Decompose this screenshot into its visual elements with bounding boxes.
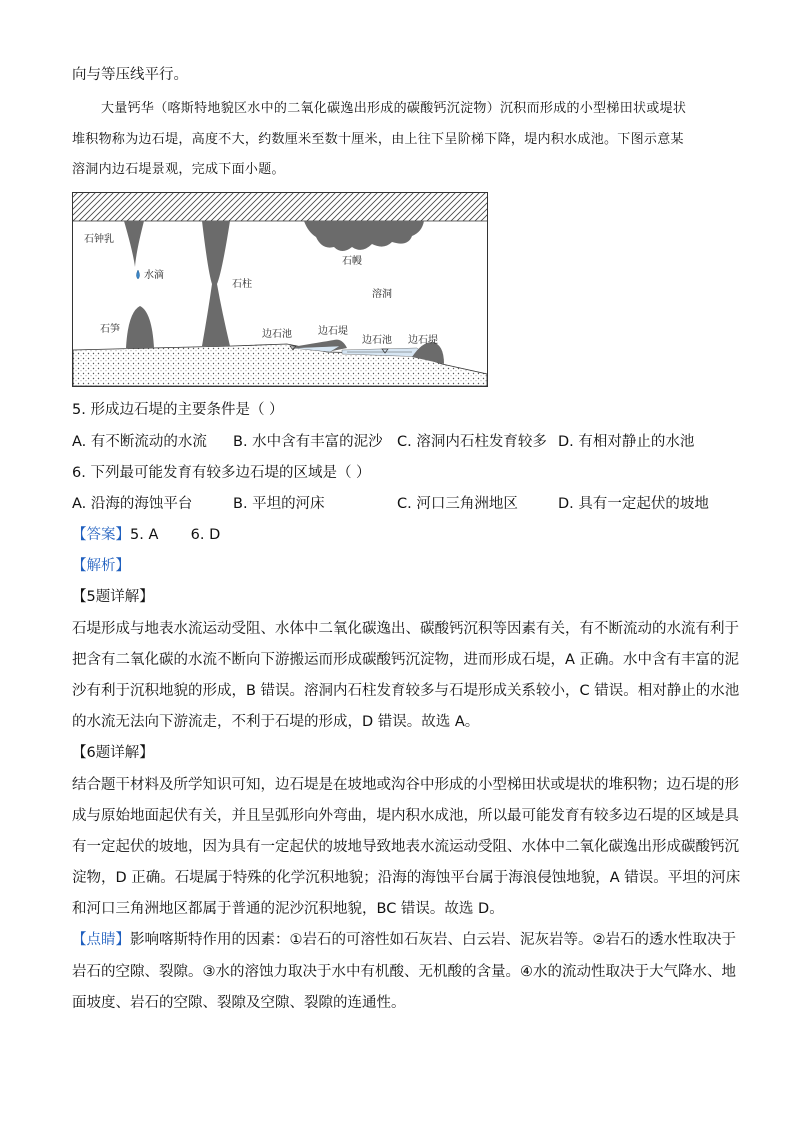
q6-option-c: C. 河口三角洲地区 [397,496,518,512]
q5-option-b: B. 水中含有丰富的泥沙 [233,434,383,450]
intro-tail: 向与等压线平行。 [72,67,188,83]
tips-row [72,930,736,950]
detail5-title: 【5题详解】 [72,589,154,605]
label-dam-1: 边石堤 [318,326,348,337]
q6-option-d: D. 具有一定起伏的坡地 [558,496,709,512]
material-line-2: 堆积物称为边石堤，高度不大，约数厘米至数十厘米，由上往下呈阶梯下降，堤内积水成池。下图示意某 [72,132,684,147]
q5-stem: 5. 形成边石堤的主要条件是（ ） [72,402,284,418]
label-pool-2: 边石池 [362,335,392,346]
answer-label: 【答案】 [72,527,130,543]
detail6-line-4: 淀物，D 正确。石堤属于特殊的化学沉积地貌；沿海的海蚀平台属于海浪侵蚀地貌，A 错误。平坦的河床 [72,870,741,886]
label-cave: 溶洞 [372,289,392,300]
detail5-line-2: 把含有二氧化碳的水流不断向下游搬运而形成碳酸钙沉淀物，进而形成石堤，A 正确。水中含有丰富的泥 [72,652,740,668]
material-line-1: 大量钙华（喀斯特地貌区水中的二氧化碳逸出形成的碳酸钙沉淀物）沉积而形成的小型梯田状或堤状 [101,101,687,116]
label-curtain: 石幔 [342,256,362,267]
label-stalactite: 石钟乳 [84,234,114,245]
q5-option-a: A. 有不断流动的水流 [72,434,207,450]
label-stalagmite: 石笋 [100,324,120,335]
cave-ceiling [73,193,487,221]
detail6-line-5: 和河口三角洲地区都属于普通的泥沙沉积地貌，BC 错误。故选 D。 [72,901,504,917]
answer-row [72,525,220,545]
tips-label: 【点睛】 [72,932,130,948]
detail6-line-3: 有一定起伏的坡地，因为具有一定起伏的坡地导致地表水流运动受阻、水体中二氧化碳逸出形成碳酸钙沉 [72,839,739,855]
tips-line-3: 面坡度、岩石的空隙、裂隙及空隙、裂隙的连通性。 [72,995,406,1011]
detail5-line-1: 石堤形成与地表水流运动受阻、水体中二氧化碳逸出、碳酸钙沉积等因素有关，有不断流动的水流有利于 [72,621,739,637]
label-dam-2: 边石堤 [408,335,438,346]
detail6-title: 【6题详解】 [72,745,154,761]
tips-line-1: 影响喀斯特作用的因素：①岩石的可溶性如石灰岩、白云岩、泥灰岩等。②岩石的透水性取决于 [130,932,736,948]
answer-text: 5. A 6. D [130,527,221,543]
q5-option-c: C. 溶洞内石柱发育较多 [397,434,547,450]
detail6-line-1: 结合题干材料及所学知识可知，边石堤是在坡地或沟谷中形成的小型梯田状或堤状的堆积物；边石堤的形 [72,777,739,793]
q6-stem: 6. 下列最可能发育有较多边石堤的区域是（ ） [72,465,371,481]
label-column: 石柱 [232,279,252,290]
tips-line-2: 岩石的空隙、裂隙。③水的溶蚀力取决于水中有机酸、无机酸的含量。④水的流动性取决于大气降水、地 [72,964,736,980]
analysis-label: 【解析】 [72,558,130,574]
detail5-line-4: 的水流无法向下游流走，不利于石堤的形成，D 错误。故选 A。 [72,714,480,730]
q6-option-b: B. 平坦的河床 [233,496,325,512]
q5-option-d: D. 有相对静止的水池 [558,434,695,450]
cave-diagram [72,192,488,387]
detail5-line-3: 沙有利于沉积地貌的形成，B 错误。溶洞内石柱发育较多与石堤形成关系较小，C 错误。相对静止的水池 [72,683,740,699]
q6-option-a: A. 沿海的海蚀平台 [72,496,193,512]
detail6-line-2: 成与原始地面起伏有关，并且呈弧形向外弯曲，堤内积水成池，所以最可能发育有较多边石堤的区域是具 [72,808,739,824]
material-line-3: 溶洞内边石堤景观，完成下面小题。 [72,162,285,177]
label-pool-1: 边石池 [262,329,292,340]
label-drip: 水滴 [144,270,164,281]
